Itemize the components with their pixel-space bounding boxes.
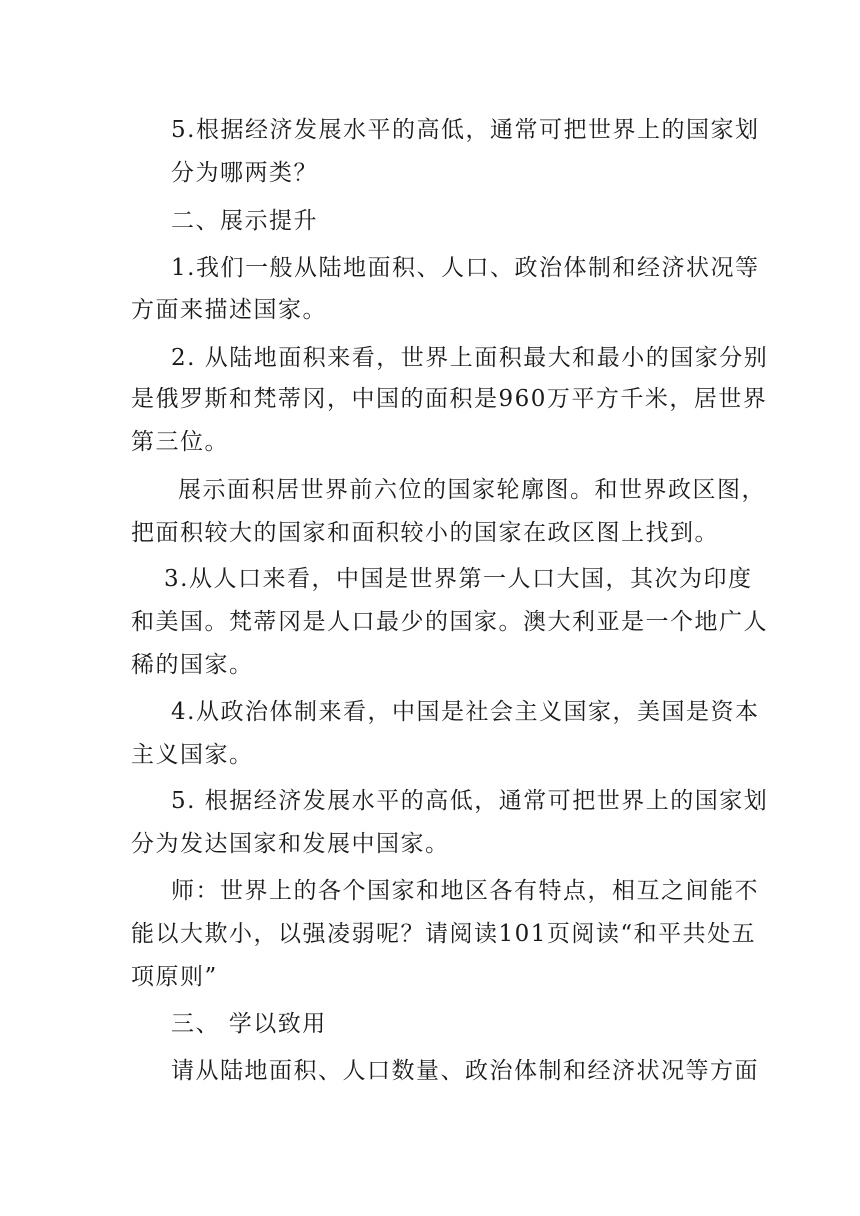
section-heading: 二、展示提升 xyxy=(171,208,318,234)
text-line: 1.我们一般从陆地面积、人口、政治体制和经济状况等 xyxy=(171,255,760,281)
text-line: 是俄罗斯和梵蒂冈，中国的面积是960万平方千米，居世界 xyxy=(131,386,768,412)
text-line: 5.根据经济发展水平的高低，通常可把世界上的国家划 xyxy=(171,117,760,143)
text-line: 主义国家。 xyxy=(131,742,254,768)
text-line: 请从陆地面积、人口数量、政治体制和经济状况等方面 xyxy=(171,1058,759,1084)
text-line: 能以大欺小，以强凌弱呢？请阅读101页阅读“和平共处五 xyxy=(131,921,757,947)
text-line: 方面来描述国家。 xyxy=(131,297,327,323)
text-line: 项原则” xyxy=(131,964,218,990)
text-line: 分为哪两类？ xyxy=(171,160,318,186)
text-line: 3.从人口来看，中国是世界第一人口大国，其次为印度 xyxy=(164,566,753,592)
text-line: 稀的国家。 xyxy=(131,652,254,678)
text-line: 展示面积居世界前六位的国家轮廓图。和世界政区图， xyxy=(178,477,766,503)
section-heading: 三、 学以致用 xyxy=(171,1011,327,1037)
text-line: 4.从政治体制来看，中国是社会主义国家，美国是资本 xyxy=(171,699,760,725)
text-line: 2. 从陆地面积来看，世界上面积最大和最小的国家分别 xyxy=(171,345,769,371)
text-line: 和美国。梵蒂冈是人口最少的国家。澳大利亚是一个地广人 xyxy=(131,609,768,635)
text-line: 5. 根据经济发展水平的高低，通常可把世界上的国家划 xyxy=(171,788,769,814)
text-line: 第三位。 xyxy=(131,429,229,455)
text-line: 分为发达国家和发展中国家。 xyxy=(131,831,450,857)
text-line: 师：世界上的各个国家和地区各有特点，相互之间能不 xyxy=(171,878,759,904)
text-line: 把面积较大的国家和面积较小的国家在政区图上找到。 xyxy=(131,520,719,546)
